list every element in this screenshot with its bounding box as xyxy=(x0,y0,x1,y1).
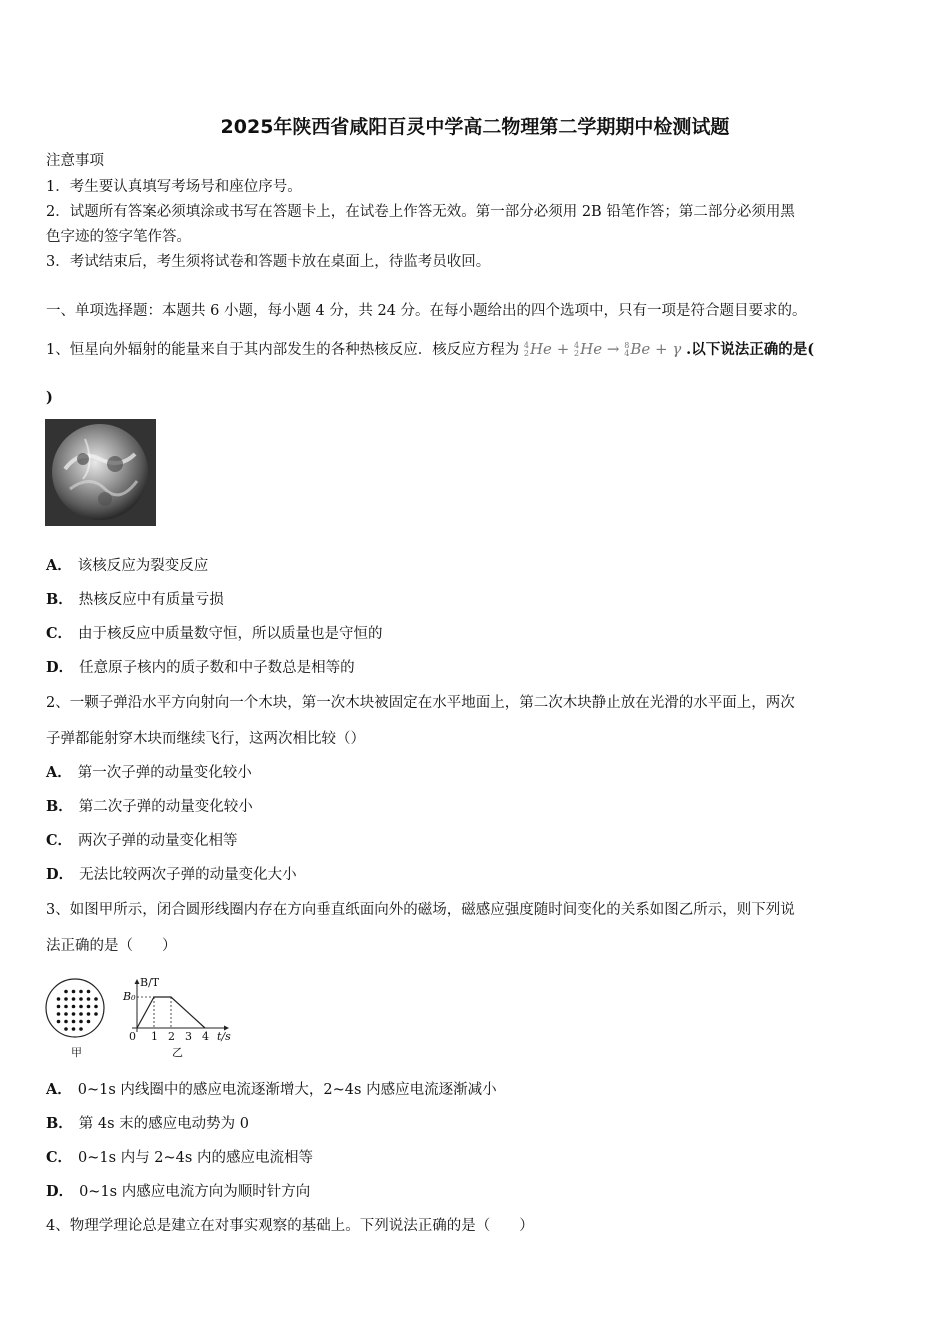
field-dot xyxy=(64,1005,68,1009)
x-axis-label: t/s xyxy=(217,1030,231,1043)
he-nuclide-numbers: 4 2 xyxy=(523,341,529,358)
field-dot xyxy=(94,1005,98,1009)
nuclear-equation: 4 2He + 4 2He → 8 4Be + γ xyxy=(523,340,682,358)
q2-option-d[interactable]: D． 无法比较两次子弹的动量变化大小 xyxy=(46,866,297,883)
q2-option-b[interactable]: B． 第二次子弹的动量变化较小 xyxy=(46,798,253,815)
y-axis-label: B/T xyxy=(140,976,160,989)
q3-option-c[interactable]: C． 0~1s 内与 2~4s 内的感应电流相等 xyxy=(46,1149,313,1166)
page-title: 2025年陕西省咸阳百灵中学高二物理第二学期期中检测试题 xyxy=(220,116,730,138)
q1-option-b[interactable]: B． 热核反应中有质量亏损 xyxy=(46,591,224,608)
notice-item: 1．考生要认真填写考场号和座位序号。 xyxy=(46,179,302,195)
figure-caption-right: 乙 xyxy=(172,1046,183,1059)
notice-item: 3．考试结束后，考生须将试卷和答题卡放在桌面上，待监考员收回。 xyxy=(46,254,491,270)
field-dot xyxy=(79,990,83,994)
field-dot xyxy=(87,1012,91,1016)
field-dot xyxy=(64,1027,68,1031)
y-axis-arrow xyxy=(135,979,140,984)
field-dot xyxy=(87,1005,91,1009)
field-dot xyxy=(57,997,61,1001)
field-dot xyxy=(87,990,91,994)
x-tick-label: 2 xyxy=(168,1030,175,1043)
b-t-graph xyxy=(122,976,231,1043)
field-dot xyxy=(57,1012,61,1016)
notice-item: 色字迹的签字笔作答。 xyxy=(46,229,191,245)
star-photo xyxy=(45,419,156,526)
field-dot xyxy=(57,1005,61,1009)
field-dot xyxy=(72,1012,76,1016)
q2-option-a[interactable]: A． 第一次子弹的动量变化较小 xyxy=(46,764,252,781)
field-dot xyxy=(94,1012,98,1016)
field-dot xyxy=(72,997,76,1001)
be-nuclide-numbers: 8 4 xyxy=(624,341,630,358)
field-dot xyxy=(87,1020,91,1024)
x-tick-label: 4 xyxy=(202,1030,209,1043)
field-dot xyxy=(79,997,83,1001)
question-3-stem-cont: 法正确的是（ ） xyxy=(46,938,177,954)
field-dot xyxy=(64,997,68,1001)
field-dot xyxy=(64,1012,68,1016)
notice-item: 2．试题所有答案必须填涂或书写在答题卡上，在试卷上作答无效。第一部分必须用 2B 铅笔作答；第二部分必须用黑 xyxy=(46,204,795,220)
field-dot xyxy=(72,1027,76,1031)
field-dot xyxy=(64,990,68,994)
field-dot xyxy=(87,997,91,1001)
field-dot xyxy=(72,1020,76,1024)
q1-option-d[interactable]: D． 任意原子核内的质子数和中子数总是相等的 xyxy=(46,659,355,676)
origin-label: 0 xyxy=(129,1030,136,1043)
field-dot xyxy=(79,1027,83,1031)
section-heading: 一、单项选择题：本题共 6 小题，每小题 4 分，共 24 分。在每小题给出的四个选项中，只有一项是符合题目要求的。 xyxy=(46,303,807,319)
q1-stem-before: 1、恒星向外辐射的能量来自于其内部发生的各种热核反应．核反应方程为 xyxy=(46,342,520,358)
q2-option-c[interactable]: C． 两次子弹的动量变化相等 xyxy=(46,832,238,849)
q3-option-b[interactable]: B． 第 4s 末的感应电动势为 0 xyxy=(46,1115,249,1132)
field-dot xyxy=(79,1005,83,1009)
x-tick-label: 1 xyxy=(151,1030,158,1043)
q1-stem-after: .以下说法正确的是( xyxy=(686,341,815,358)
field-dot xyxy=(72,990,76,994)
question-2-stem-cont: 子弹都能射穿木块而继续飞行，这两次相比较（） xyxy=(46,731,365,747)
question-2-stem: 2、一颗子弹沿水平方向射向一个木块，第一次木块被固定在水平地面上，第二次木块静止放在光滑的水平面上，两次 xyxy=(46,695,795,711)
q1-option-a[interactable]: A． 该核反应为裂变反应 xyxy=(46,557,209,574)
field-dot xyxy=(79,1012,83,1016)
field-dot xyxy=(72,1005,76,1009)
field-dot xyxy=(64,1020,68,1024)
field-dot xyxy=(79,1020,83,1024)
notice-heading: 注意事项 xyxy=(46,153,104,169)
question-4-stem: 4、物理学理论总是建立在对事实观察的基础上。下列说法正确的是（ ） xyxy=(46,1218,534,1234)
q3-figure xyxy=(44,976,234,1062)
question-3-stem: 3、如图甲所示，闭合圆形线圈内存在方向垂直纸面向外的磁场，磁感应强度随时间变化的关系如图乙所示，则下列说 xyxy=(46,902,795,918)
q1-stem-close: ) xyxy=(46,389,53,406)
x-tick-label: 3 xyxy=(185,1030,192,1043)
question-1-stem xyxy=(46,339,814,360)
q3-option-d[interactable]: D． 0~1s 内感应电流方向为顺时针方向 xyxy=(46,1183,311,1200)
magnetic-field-dots xyxy=(57,990,98,1031)
q3-option-a[interactable]: A． 0~1s 内线圈中的感应电流逐渐增大，2~4s 内感应电流逐渐减小 xyxy=(46,1081,497,1098)
he-nuclide-numbers-2: 4 2 xyxy=(574,341,580,358)
field-dot xyxy=(94,997,98,1001)
b0-label: B₀ xyxy=(123,990,136,1003)
q1-option-c[interactable]: C． 由于核反应中质量数守恒，所以质量也是守恒的 xyxy=(46,625,383,642)
figure-caption-left: 甲 xyxy=(71,1046,82,1059)
field-dot xyxy=(57,1020,61,1024)
